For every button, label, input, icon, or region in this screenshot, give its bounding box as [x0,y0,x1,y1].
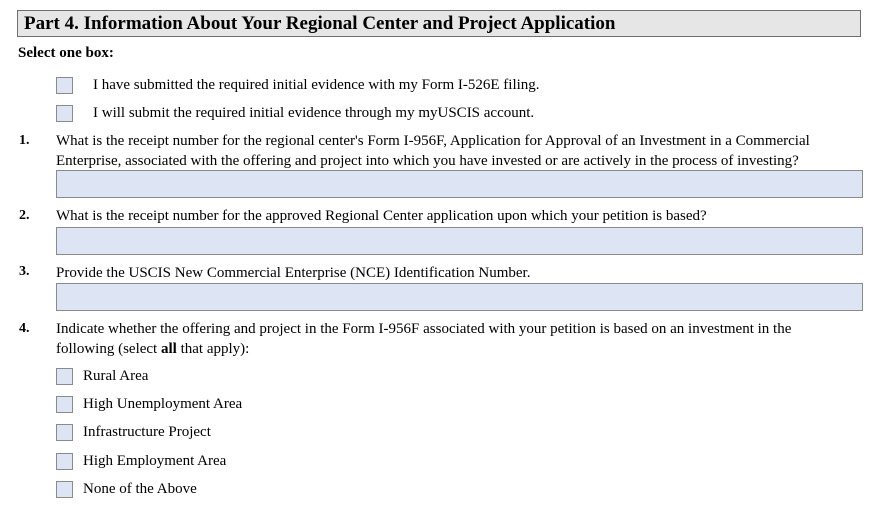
high-unemployment-area-label: High Unemployment Area [83,395,243,412]
evidence-option-will-submit[interactable] [56,103,534,123]
high-unemployment-area-checkbox[interactable] [56,396,73,413]
regional-center-i956f-receipt-input[interactable] [56,170,863,198]
area-option-high-unemployment[interactable] [56,394,242,414]
question-4-number: 4. [19,321,30,336]
nce-identification-number-input[interactable] [56,283,863,311]
none-of-the-above-label: None of the Above [83,480,197,497]
evidence-submitted-label: I have submitted the required initial evidence with my Form I-526E filing. [93,76,540,93]
evidence-submitted-checkbox[interactable] [56,77,73,94]
area-option-rural[interactable] [56,366,148,386]
question-1-line-2: Enterprise, associated with the offering and project into which you have invested or are actively in the process of investing? [56,153,799,169]
area-option-none[interactable] [56,479,197,499]
area-option-infrastructure[interactable] [56,422,211,442]
none-of-the-above-checkbox[interactable] [56,481,73,498]
question-4-line-2: following (select all that apply): [56,341,250,357]
rural-area-label: Rural Area [83,367,149,384]
question-4-line-1: Indicate whether the offering and project in the Form I-956F associated with your petition is based on an investment in the [56,321,792,337]
infrastructure-project-label: Infrastructure Project [83,423,211,440]
select-one-label: Select one box: [18,45,114,61]
question-2-number: 2. [19,208,30,223]
question-2-text: What is the receipt number for the approved Regional Center application upon which your petition is based? [56,208,707,224]
high-employment-area-label: High Employment Area [83,452,227,469]
part-4-header: Part 4. Information About Your Regional Center and Project Application [17,10,861,37]
regional-center-application-receipt-input[interactable] [56,227,863,255]
question-1-text [56,131,856,171]
question-1-number: 1. [19,133,30,148]
evidence-option-submitted[interactable] [56,75,540,95]
question-3-text: Provide the USCIS New Commercial Enterprise (NCE) Identification Number. [56,265,531,281]
question-4-text [56,319,856,359]
question-1-line-1: What is the receipt number for the regional center's Form I-956F, Application for Approval of an Investment in a Commercial [56,133,810,149]
infrastructure-project-checkbox[interactable] [56,424,73,441]
question-4-all-emphasis: all [160,341,177,357]
area-option-high-employment[interactable] [56,451,226,471]
evidence-will-submit-label: I will submit the required initial evidence through my myUSCIS account. [93,104,535,121]
rural-area-checkbox[interactable] [56,368,73,385]
question-3-number: 3. [19,264,30,279]
high-employment-area-checkbox[interactable] [56,453,73,470]
evidence-will-submit-checkbox[interactable] [56,105,73,122]
